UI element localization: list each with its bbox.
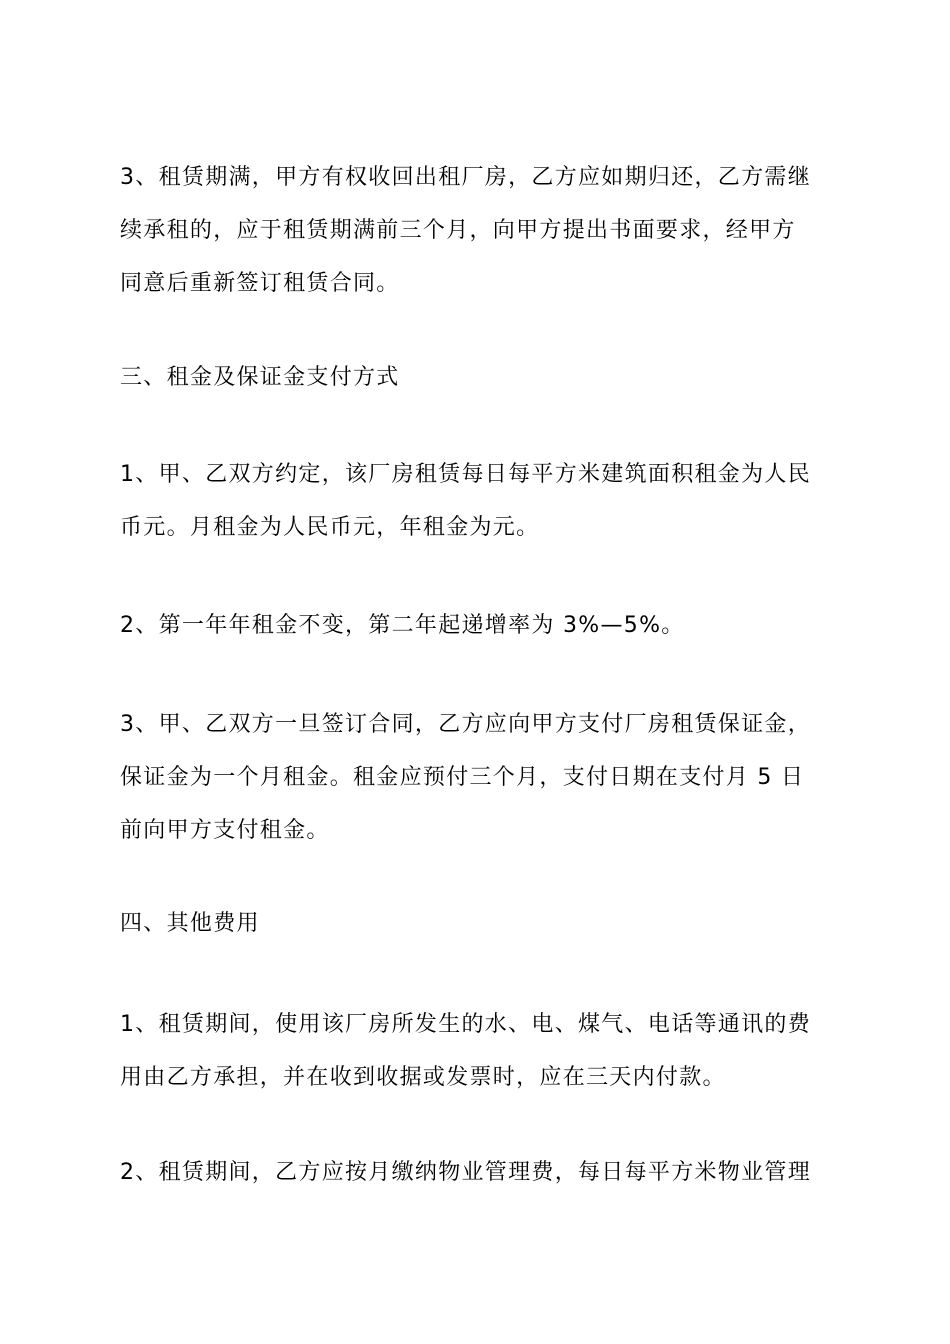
section-heading-rent-deposit bbox=[120, 351, 835, 404]
text-line: 3、租赁期满，甲方有权收回出租厂房，乙方应如期归还，乙方需继 bbox=[120, 165, 811, 190]
text-line: 保证金为一个月租金。租金应预付三个月，支付日期在支付月 5 日 bbox=[120, 765, 805, 790]
text-line: 2、第一年年租金不变，第二年起递增率为 3%—5%。 bbox=[120, 613, 685, 638]
text-line: 同意后重新签订租赁合同。 bbox=[120, 271, 400, 296]
paragraph-utilities bbox=[120, 998, 835, 1104]
text-line: 1、租赁期间，使用该厂房所发生的水、电、煤气、电话等通讯的费 bbox=[120, 1012, 811, 1037]
paragraph-deposit-payment bbox=[120, 698, 835, 857]
text-line: 币元。月租金为人民币元，年租金为元。 bbox=[120, 515, 540, 540]
heading-text: 三、租金及保证金支付方式 bbox=[120, 365, 400, 390]
heading-text: 四、其他费用 bbox=[120, 911, 260, 936]
text-line: 前向甲方支付租金。 bbox=[120, 818, 330, 843]
section-heading-other-fees bbox=[120, 897, 835, 950]
text-line: 1、甲、乙双方约定，该厂房租赁每日每平方米建筑面积租金为人民 bbox=[120, 462, 811, 487]
text-line: 3、甲、乙双方一旦签订合同，乙方应向甲方支付厂房租赁保证金， bbox=[120, 712, 811, 737]
paragraph-rent-amount bbox=[120, 448, 835, 554]
paragraph-lease-expiry bbox=[120, 151, 835, 310]
paragraph-property-fee bbox=[120, 1146, 835, 1199]
text-line: 续承租的，应于租赁期满前三个月，向甲方提出书面要求，经甲方 bbox=[120, 218, 796, 243]
paragraph-rent-increase bbox=[120, 599, 835, 652]
text-line: 2、租赁期间，乙方应按月缴纳物业管理费，每日每平方米物业管理 bbox=[120, 1160, 811, 1185]
text-line: 用由乙方承担，并在收到收据或发票时，应在三天内付款。 bbox=[120, 1065, 726, 1090]
